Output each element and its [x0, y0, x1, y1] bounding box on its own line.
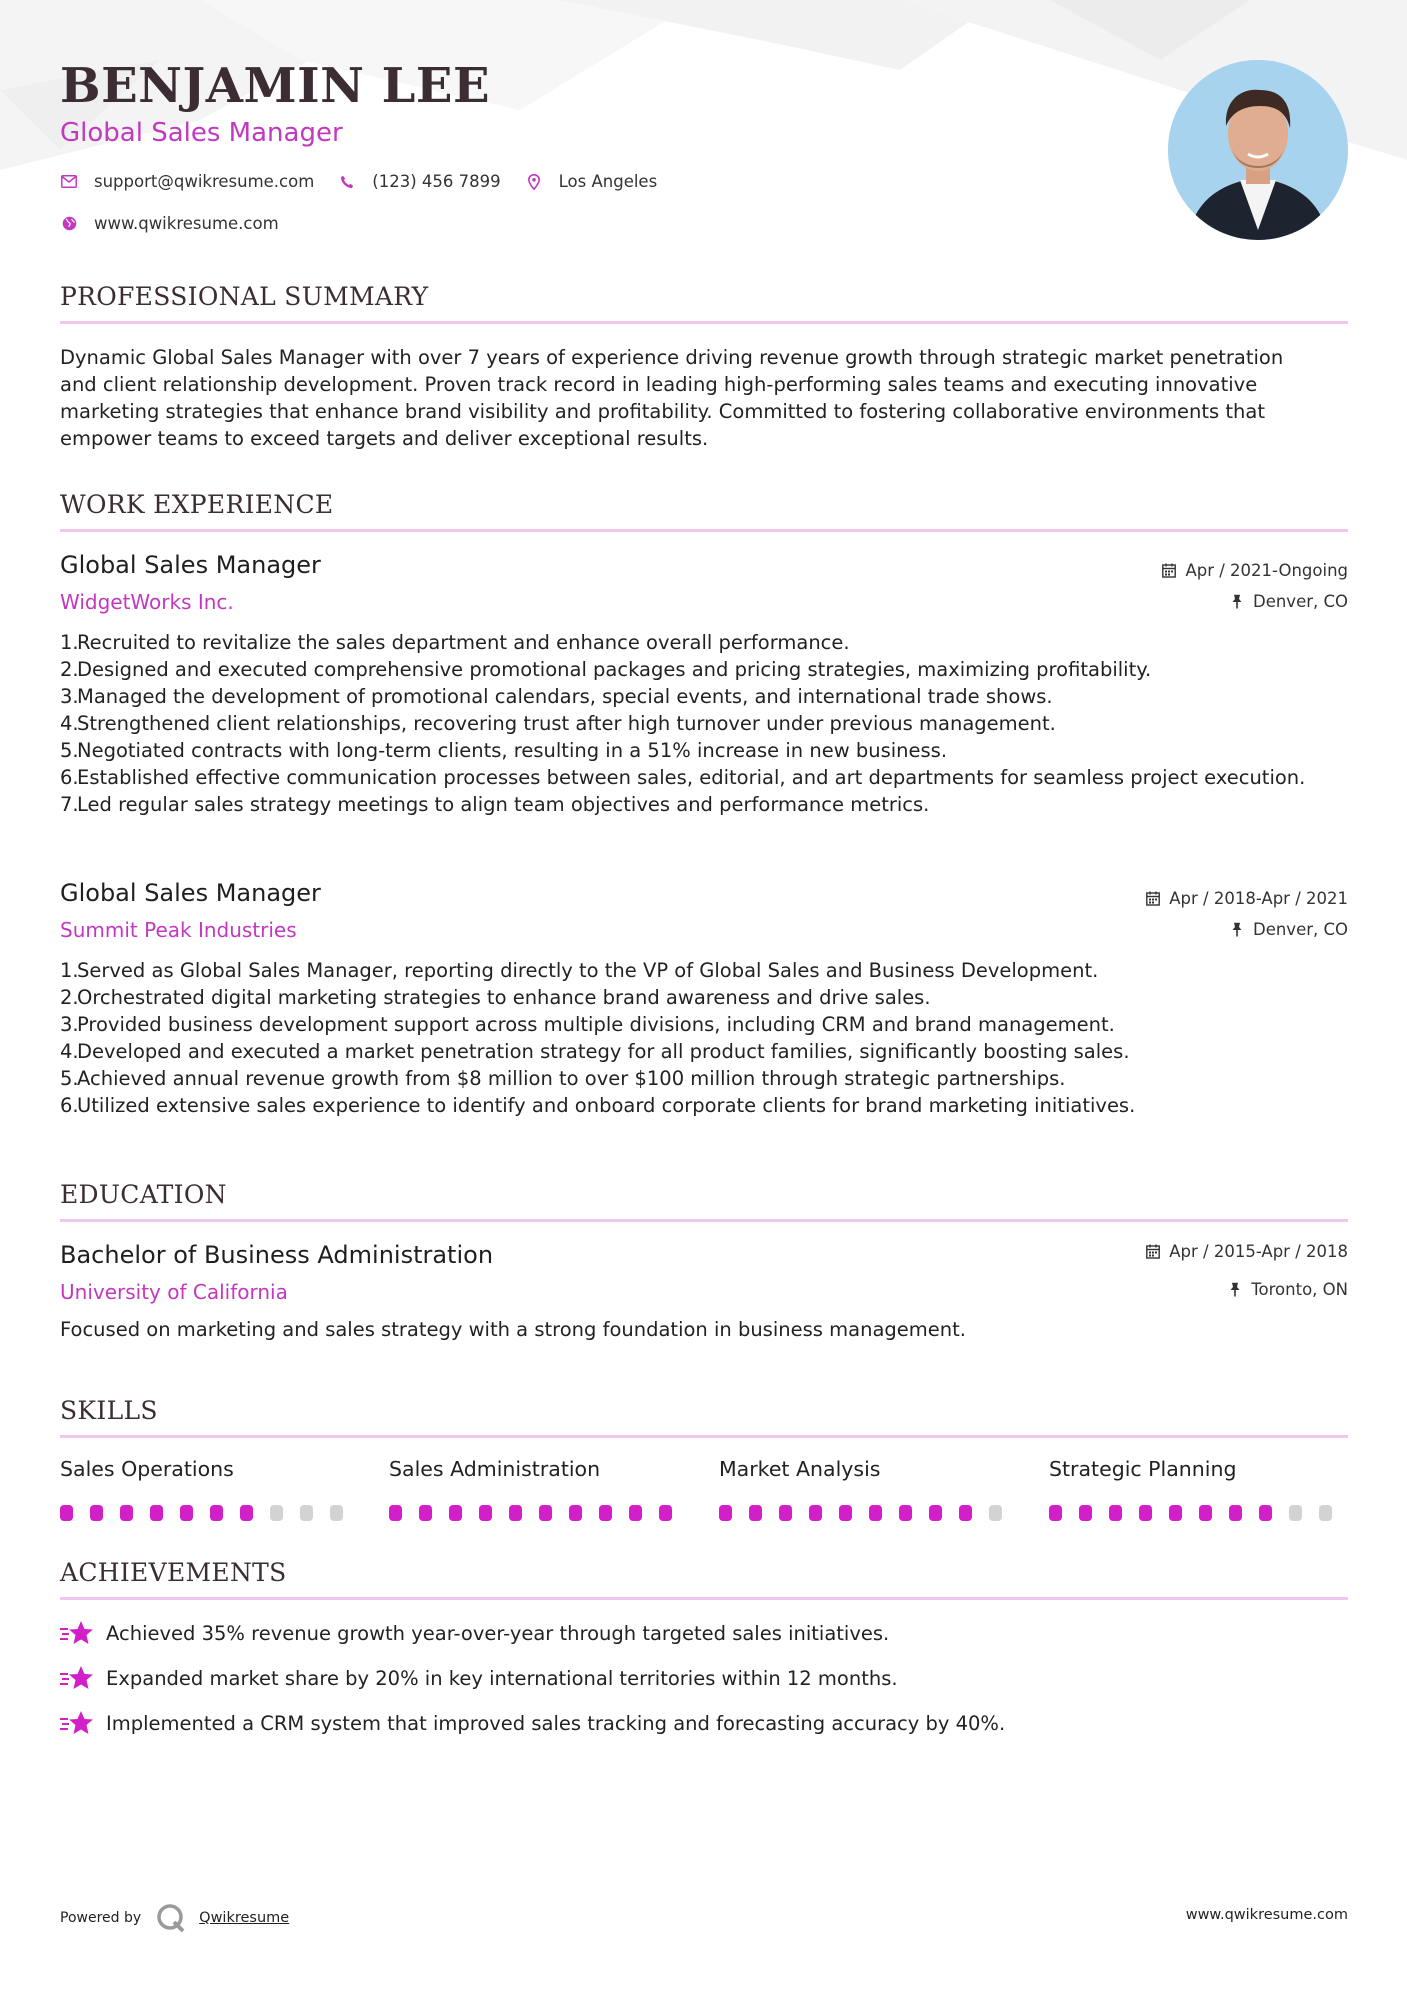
- rating-dot-filled: [899, 1505, 912, 1521]
- skill-item: [60, 1457, 360, 1521]
- job-location: [1229, 592, 1348, 611]
- candidate-name: BENJAMIN LEE: [60, 58, 491, 114]
- summary-divider: [60, 321, 1348, 324]
- list-item: 2. Orchestrated digital marketing strategies to enhance brand awareness and drive sales.: [60, 986, 931, 1009]
- powered-by: [60, 1902, 289, 1934]
- rating-dot-filled: [60, 1505, 73, 1521]
- job-dates: [1161, 561, 1348, 580]
- list-item: 4. Developed and executed a market penetration strategy for all product families, significantly boosting sales.: [60, 1040, 1130, 1063]
- rating-dot-filled: [1079, 1505, 1092, 1521]
- resume-page: [60, 0, 1348, 1990]
- website-text: www.qwikresume.com: [94, 214, 279, 233]
- summary-text: Dynamic Global Sales Manager with over 7 years of experience driving revenue growth through strategic market penetration and client relationship development. Proven track record in leading high-performing sales teams and executing innovative marketing strategies that enhance brand visibility and profitability. Committed to fostering collaborative environments that empower teams to exceed targets and deliver exceptional results.: [60, 346, 1284, 450]
- rating-dot-empty: [1289, 1505, 1302, 1521]
- footer-url[interactable]: www.qwikresume.com: [1185, 1907, 1348, 1923]
- list-item: 3. Provided business development support across multiple divisions, including CRM and brand management.: [60, 1013, 1115, 1036]
- skill-name: Sales Administration: [389, 1457, 601, 1481]
- candidate-role: Global Sales Manager: [60, 118, 343, 148]
- phone-icon: [338, 173, 356, 191]
- star-icon: [60, 1620, 94, 1646]
- calendar-icon: [1145, 1244, 1161, 1260]
- rating-dot-filled: [1049, 1505, 1062, 1521]
- rating-dot-filled: [719, 1505, 732, 1521]
- skill-name: Market Analysis: [719, 1457, 881, 1481]
- skill-item: [719, 1457, 1019, 1521]
- rating-dot-filled: [1109, 1505, 1122, 1521]
- contact-website[interactable]: [60, 214, 279, 233]
- star-icon: [60, 1710, 94, 1736]
- rating-dot-filled: [779, 1505, 792, 1521]
- rating-dot-filled: [659, 1505, 672, 1521]
- education-location: [1227, 1280, 1348, 1299]
- contact-email[interactable]: [60, 172, 314, 191]
- phone-text: (123) 456 7899: [372, 172, 501, 191]
- map-pin-icon: [525, 173, 543, 191]
- star-icon: [60, 1665, 94, 1691]
- list-item: 1. Served as Global Sales Manager, reporting directly to the VP of Global Sales and Business Development.: [60, 959, 1099, 982]
- contact-row: [60, 172, 681, 191]
- rating-dot-filled: [869, 1505, 882, 1521]
- education-dates: [1145, 1242, 1348, 1261]
- list-item: 4. Strengthened client relationships, recovering trust after high turnover under previous management.: [60, 712, 1056, 735]
- rating-dot-filled: [959, 1505, 972, 1521]
- globe-icon: [60, 215, 78, 233]
- email-text: support@qwikresume.com: [94, 172, 315, 191]
- skills-heading: SKILLS: [60, 1396, 158, 1425]
- rating-dot-filled: [120, 1505, 133, 1521]
- qwikresume-logo-icon: [155, 1902, 187, 1934]
- skill-rating: [389, 1505, 689, 1521]
- education-description: Focused on marketing and sales strategy with a strong foundation in business management.: [60, 1318, 966, 1341]
- calendar-icon: [1161, 563, 1177, 579]
- rating-dot-filled: [240, 1505, 253, 1521]
- skill-name: Strategic Planning: [1049, 1457, 1237, 1481]
- job-title: Global Sales Manager: [60, 879, 321, 907]
- skills-divider: [60, 1435, 1348, 1438]
- contact-location: [525, 172, 658, 191]
- rating-dot-filled: [90, 1505, 103, 1521]
- list-item: 5. Achieved annual revenue growth from $8 million to over $100 million through strategic partnerships.: [60, 1067, 1066, 1090]
- job-location: [1229, 920, 1348, 939]
- skill-rating: [60, 1505, 360, 1521]
- company-name: Summit Peak Industries: [60, 918, 297, 942]
- location-text: Denver, CO: [1252, 592, 1348, 611]
- achievement-text: Achieved 35% revenue growth year-over-year through targeted sales initiatives.: [106, 1621, 890, 1645]
- achievement-text: Expanded market share by 20% in key international territories within 12 months.: [106, 1666, 898, 1690]
- job-title: Global Sales Manager: [60, 551, 321, 579]
- rating-dot-filled: [1229, 1505, 1242, 1521]
- rating-dot-filled: [599, 1505, 612, 1521]
- pushpin-icon: [1227, 1282, 1243, 1298]
- skill-item: [389, 1457, 689, 1521]
- education-divider: [60, 1219, 1348, 1222]
- location-text: Toronto, ON: [1251, 1280, 1348, 1299]
- dates-text: Apr / 2021-Ongoing: [1185, 561, 1348, 580]
- profile-photo: [1168, 60, 1348, 240]
- skill-name: Sales Operations: [60, 1457, 234, 1481]
- rating-dot-filled: [419, 1505, 432, 1521]
- school-name: University of California: [60, 1280, 288, 1304]
- rating-dot-filled: [509, 1505, 522, 1521]
- summary-heading: PROFESSIONAL SUMMARY: [60, 282, 429, 311]
- achievements-heading: ACHIEVEMENTS: [60, 1558, 287, 1587]
- list-item: 3. Managed the development of promotional calendars, special events, and international trade shows.: [60, 685, 1053, 708]
- skill-item: [1049, 1457, 1349, 1521]
- experience-divider: [60, 529, 1348, 532]
- list-item: 7. Led regular sales strategy meetings to align team objectives and performance metrics.: [60, 793, 930, 816]
- rating-dot-filled: [1139, 1505, 1152, 1521]
- pushpin-icon: [1229, 594, 1245, 610]
- job-dates: [1145, 889, 1348, 908]
- pushpin-icon: [1229, 922, 1245, 938]
- rating-dot-empty: [300, 1505, 313, 1521]
- education-heading: EDUCATION: [60, 1180, 227, 1209]
- rating-dot-filled: [1169, 1505, 1182, 1521]
- list-item: 1. Recruited to revitalize the sales department and enhance overall performance.: [60, 631, 850, 654]
- experience-heading: WORK EXPERIENCE: [60, 490, 334, 519]
- calendar-icon: [1145, 891, 1161, 907]
- rating-dot-filled: [449, 1505, 462, 1521]
- rating-dot-filled: [1259, 1505, 1272, 1521]
- job-bullets: [60, 629, 1348, 818]
- rating-dot-empty: [1319, 1505, 1332, 1521]
- list-item: 6. Established effective communication processes between sales, editorial, and art departments for seamless project execution.: [60, 766, 1306, 789]
- rating-dot-filled: [929, 1505, 942, 1521]
- rating-dot-filled: [629, 1505, 642, 1521]
- skill-rating: [1049, 1505, 1349, 1521]
- achievement-text: Implemented a CRM system that improved sales tracking and forecasting accuracy by 40%.: [106, 1711, 1006, 1735]
- rating-dot-filled: [389, 1505, 402, 1521]
- list-item: 2. Designed and executed comprehensive promotional packages and pricing strategies, maximizing profitability.: [60, 658, 1152, 681]
- rating-dot-filled: [479, 1505, 492, 1521]
- rating-dot-filled: [210, 1505, 223, 1521]
- achievement-item: [60, 1710, 1005, 1736]
- envelope-icon: [60, 173, 78, 191]
- rating-dot-filled: [539, 1505, 552, 1521]
- job-bullets: [60, 957, 1348, 1119]
- list-item: 5. Negotiated contracts with long-term clients, resulting in a 51% increase in new business.: [60, 739, 948, 762]
- contact-phone[interactable]: [338, 172, 500, 191]
- rating-dot-empty: [270, 1505, 283, 1521]
- rating-dot-empty: [989, 1505, 1002, 1521]
- rating-dot-filled: [839, 1505, 852, 1521]
- rating-dot-filled: [1199, 1505, 1212, 1521]
- rating-dot-empty: [330, 1505, 343, 1521]
- achievements-divider: [60, 1597, 1348, 1600]
- dates-text: Apr / 2018-Apr / 2021: [1169, 889, 1348, 908]
- rating-dot-filled: [809, 1505, 822, 1521]
- dates-text: Apr / 2015-Apr / 2018: [1169, 1242, 1348, 1261]
- achievement-item: [60, 1665, 898, 1691]
- rating-dot-filled: [180, 1505, 193, 1521]
- achievement-item: [60, 1620, 889, 1646]
- location-text: Denver, CO: [1252, 920, 1348, 939]
- company-name: WidgetWorks Inc.: [60, 590, 234, 614]
- rating-dot-filled: [569, 1505, 582, 1521]
- degree-title: Bachelor of Business Administration: [60, 1241, 494, 1269]
- rating-dot-filled: [150, 1505, 163, 1521]
- skill-rating: [719, 1505, 1019, 1521]
- brand-link[interactable]: Qwikresume: [199, 1910, 290, 1926]
- list-item: 6. Utilized extensive sales experience to identify and onboard corporate clients for brand marketing initiatives.: [60, 1094, 1136, 1117]
- rating-dot-filled: [749, 1505, 762, 1521]
- powered-by-label: Powered by: [60, 1910, 142, 1926]
- contact-row-web: [60, 214, 303, 233]
- location-text: Los Angeles: [558, 172, 658, 191]
